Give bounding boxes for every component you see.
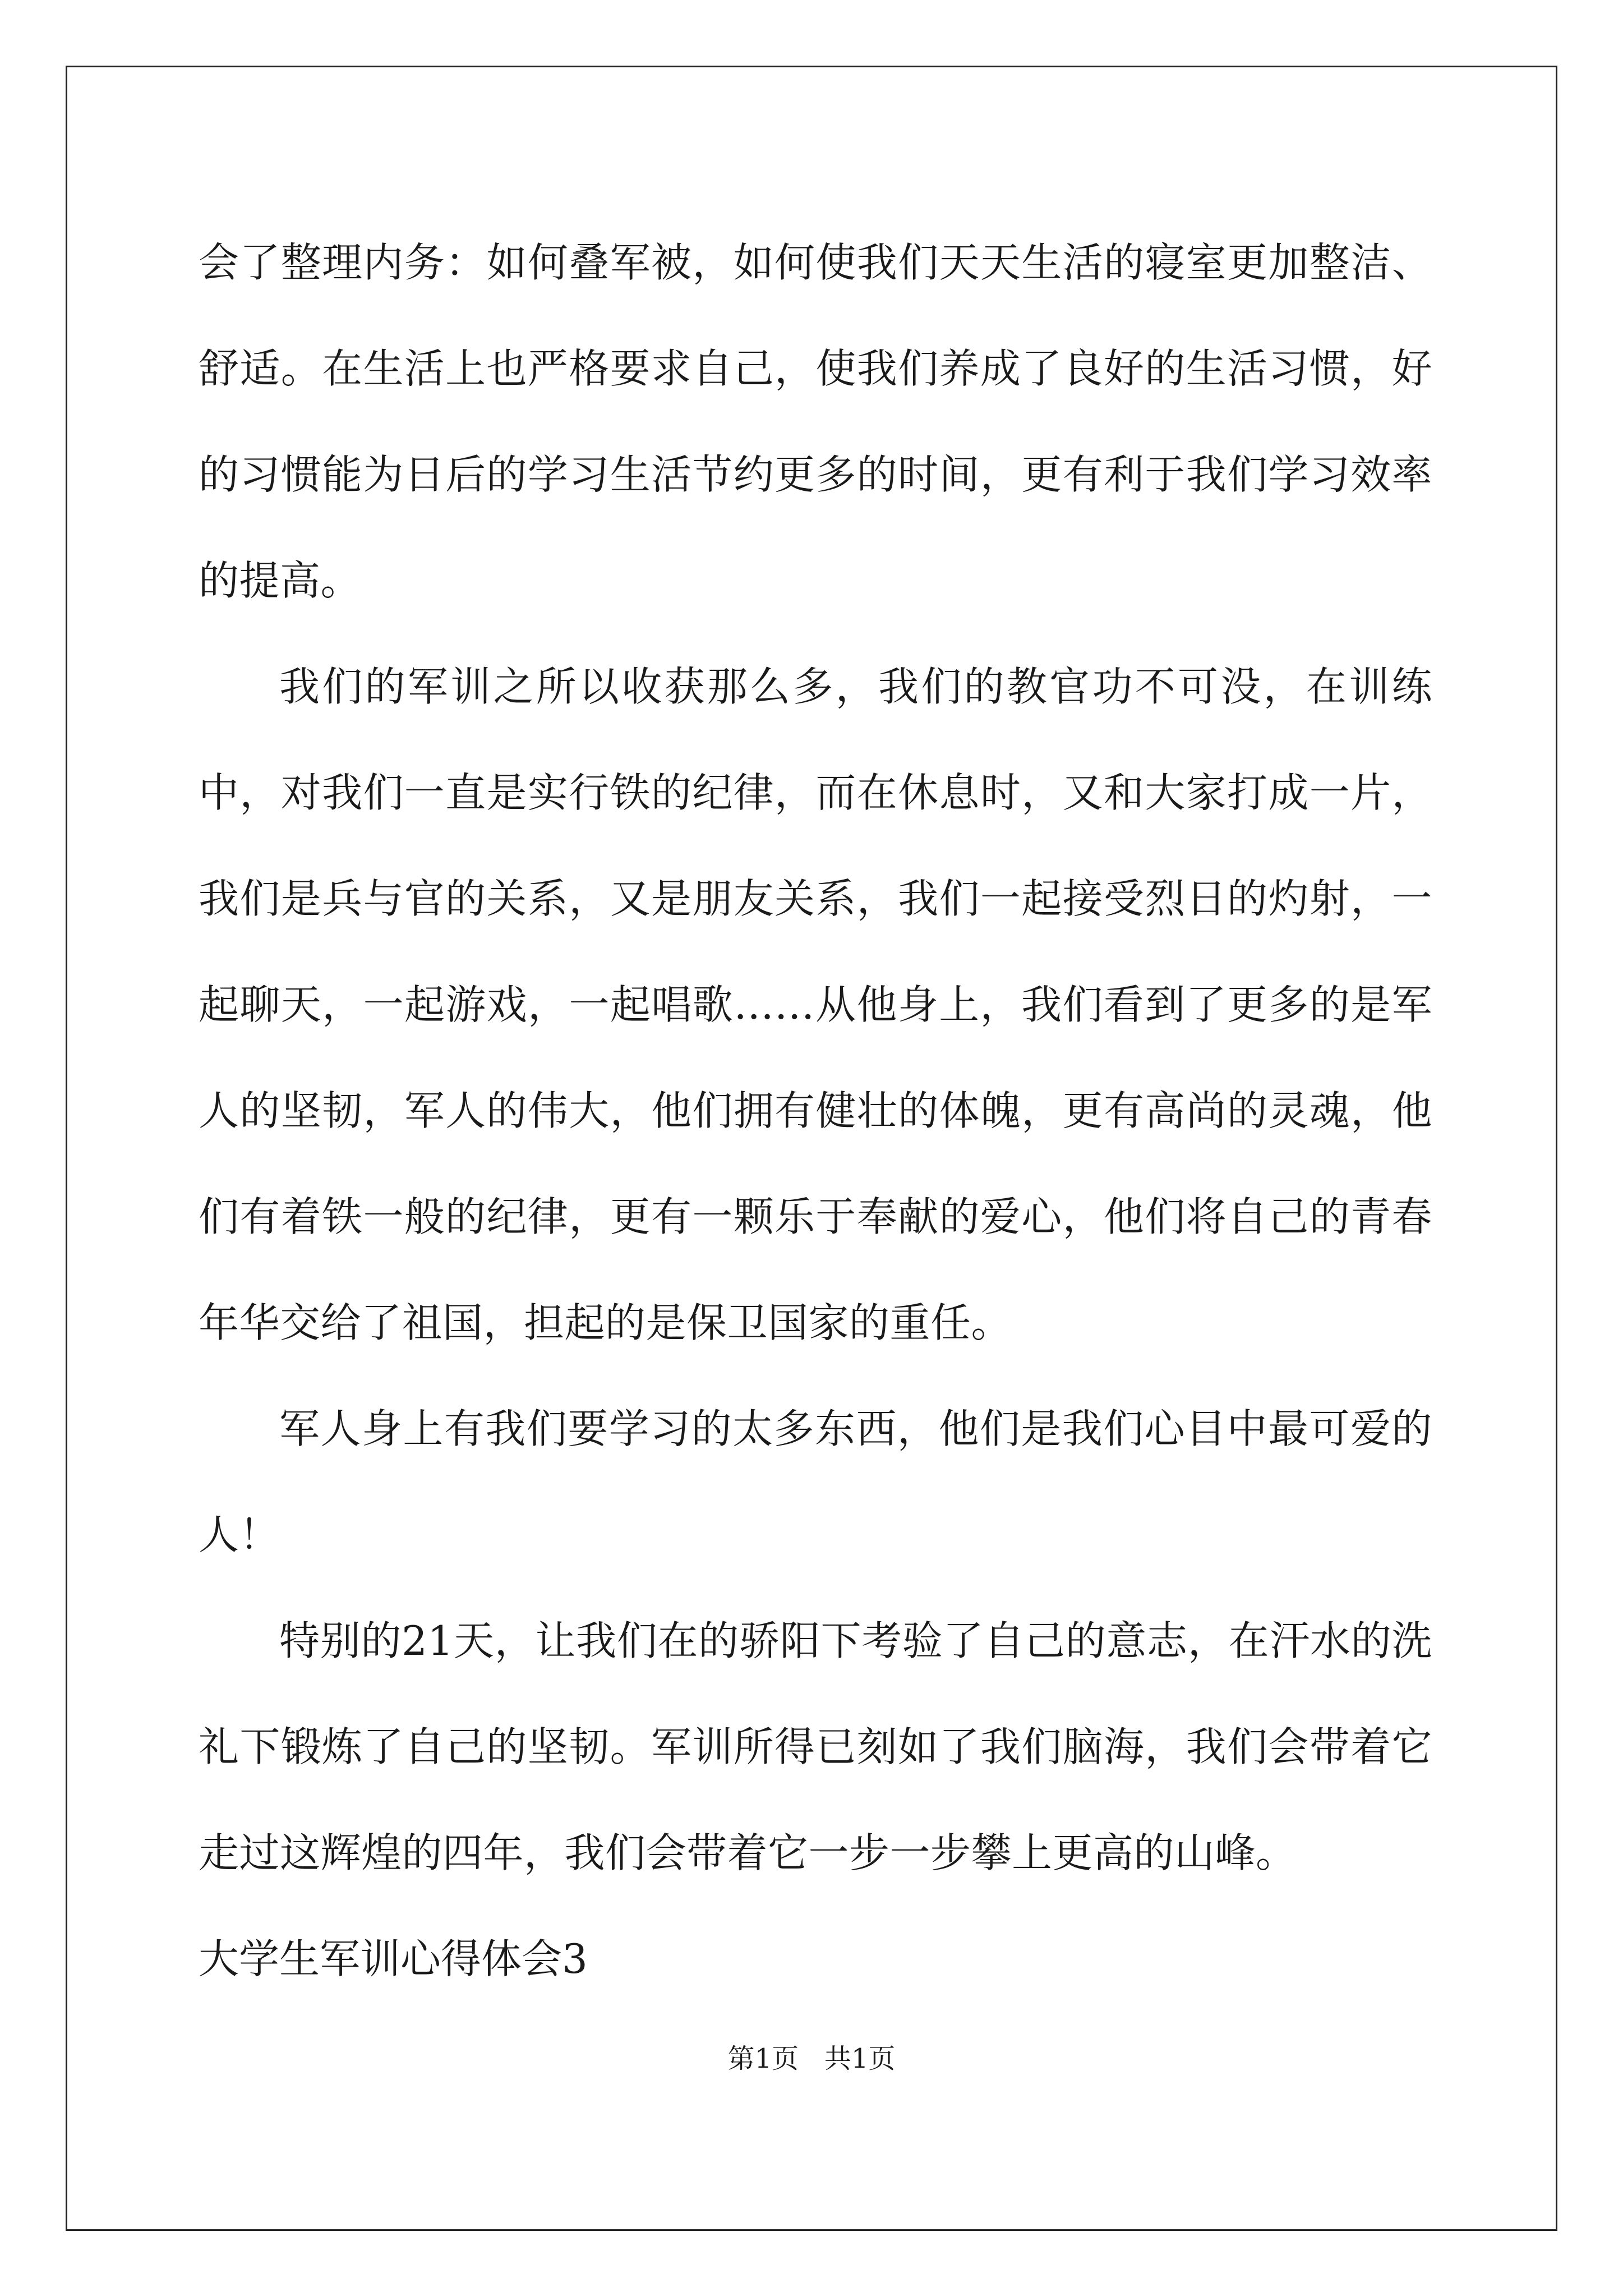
section-heading: 大学生军训心得体会3 xyxy=(199,1935,588,1982)
document-body xyxy=(199,210,1432,2012)
paragraph-1: 会了整理内务：如何叠军被，如何使我们天天生活的寝室更加整洁、舒适。在生活上也严格要求自己，使我们养成了良好的生活习惯，好的习惯能为日后的学习生活节约更多的时间，更有利于我们学习效率的提高。 xyxy=(199,239,1432,604)
paragraph-4: 特别的21天，让我们在的骄阳下考验了自己的意志，在汗水的洗礼下锻炼了自己的坚韧。军训所得已刻如了我们脑海，我们会带着它走过这辉煌的四年，我们会带着它一步一步攀上更高的山峰。 xyxy=(199,1617,1432,1876)
paragraph-2: 我们的军训之所以收获那么多，我们的教官功不可没，在训练中，对我们一直是实行铁的纪律，而在休息时，又和大家打成一片，我们是兵与官的关系，又是朋友关系，我们一起接受烈日的灼射，一起聊天，一起游戏，一起唱歌……从他身上，我们看到了更多的是军人的坚韧，军人的伟大，他们拥有健壮的体魄，更有高尚的灵魂，他们有着铁一般的纪律，更有一颗乐于奉献的爱心，他们将自己的青春年华交给了祖国，担起的是保卫国家的重任。 xyxy=(199,663,1432,1346)
paragraph-3: 军人身上有我们要学习的太多东西，他们是我们心目中最可爱的人！ xyxy=(199,1405,1432,1558)
page-footer: 第1页 共1页 xyxy=(727,2043,896,2074)
